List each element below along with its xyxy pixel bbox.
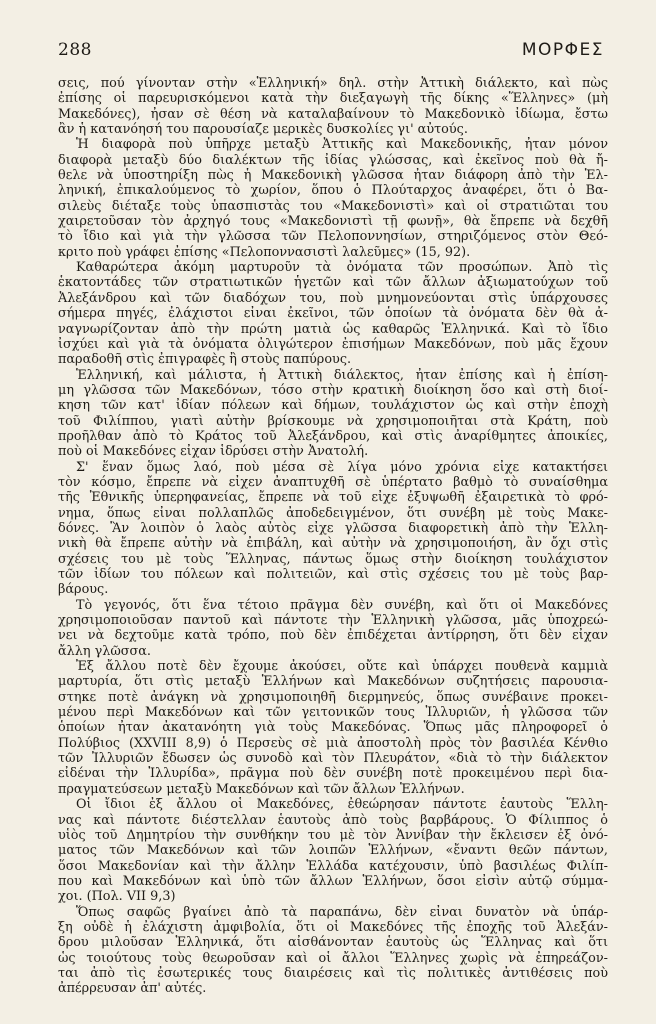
text-line: υἱὸς τοῦ Δημητρίου τὴν συνθήκην του μὲ τὸν Ἀννίβαν τὴν ἔκλεισεν ἐξ ὀνό- — [58, 827, 608, 843]
text-line: ὁποίων ἦταν ἀκατανόητη γιὰ τοὺς Μακεδόνας. Ὅπως μᾶς πληροφορεῖ ὁ — [58, 720, 608, 736]
text-line: νημα, ὅπως εἶναι πολλαπλῶς ἀποδεδειγμένον, ὅτι συνέβη μὲ τοὺς Μακε- — [58, 505, 608, 521]
text-line: Τὸ γεγονός, ὅτι ἕνα τέτοιο πρᾶγμα δὲν συνέβη, καὶ ὅτι οἱ Μακεδόνες — [76, 597, 608, 613]
text-line: ἀπέρρευσαν ἀπ' αὐτές. — [58, 981, 207, 997]
text-line: Ἐξ ἄλλου ποτὲ δὲν ἔχουμε ἀκούσει, οὔτε καὶ ὑπάρχει πουθενὰ καμμιὰ — [76, 659, 608, 675]
text-line: Ἀλεξάνδρου καὶ τῶν διαδόχων του, ποὺ μνημονεύονται στὶς ὑπάρχουσες — [58, 290, 608, 306]
text-line: τοῦ Φιλίππου, γιατὶ αὐτὴν βρίσκουμε νὰ χρησιμοποιῆται στὰ Κράτη, ποὺ — [58, 413, 608, 429]
text-line: νει νὰ δεχτοῦμε κατὰ τρόπο, ποὺ δὲν ἐπιδέχεται ἀντίρρηση, ὅτι δὲν εἶχαν — [58, 628, 608, 644]
text-line: ξη οὐδὲ ἡ ἐλάχιστη ἀμφιβολία, ὅτι οἱ Μακεδόνες τῆς ἐποχῆς τοῦ Ἀλεξάν- — [58, 919, 608, 935]
text-line: νικὴ θὰ ἔπρεπε αὐτὴν νὰ ἐπιβάλη, καὶ αὐτὴν νὰ χρησιμοποιήση, ἂν ὄχι στὶς — [58, 536, 608, 552]
text-line: Πολύβιος (XXVIII 8,9) ὁ Περσεὺς σὲ μιὰ ἀποστολὴ πρὸς τὸν βασιλέα Κένθιο — [58, 735, 608, 751]
text-line: ναγνωρίζονταν ἀπὸ τὴν πρώτη ματιὰ ὡς καθαρῶς Ἑλληνικά. Καὶ τὸ ἴδιο — [58, 321, 608, 337]
text-line: σιλεὺς διέταξε τοὺς ὑπασπιστὰς του «Μακεδονιστὶ» καὶ οἱ στρατιῶται του — [58, 198, 608, 214]
text-line: προῆλθαν ἀπὸ τὸ Κράτος τοῦ Ἀλεξάνδρου, καὶ στὶς ἀναρίθμητες ἀποικίες, — [58, 428, 608, 444]
text-line: βάρους. — [58, 582, 109, 598]
running-title: ΜΟΡΦΕΣ — [521, 40, 604, 60]
text-line: δόνες. Ἂν λοιπὸν ὁ λαὸς αὐτὸς εἶχε γλῶσσα διαφορετικὴ ἀπὸ τὴν Ἑλλη- — [58, 520, 608, 536]
text-line: ὡς τοιούτους τοὺς θεωροῦσαν καὶ οἱ ἄλλοι Ἕλληνες χωρὶς νὰ ἐπηρεάζον- — [58, 950, 608, 966]
text-line: ληνική, ἐπικαλούμενος τὸ χωρίον, ὅπου ὁ Πλούταρχος ἀναφέρει, ὅτι ὁ Βα- — [58, 183, 608, 199]
text-line: στηκε ποτὲ ἀνάγκη νὰ χρησιμοποιηθῆ διερμηνεύς, ὅπως συνέβαινε προκει- — [58, 689, 608, 705]
text-line: χοι. (Πολ. VII 9,3) — [58, 889, 176, 905]
text-line: σχέσεις του μὲ τοὺς Ἕλληνας, πάντως ὅμως στὴν διοίκηση τουλάχιστον — [58, 551, 608, 567]
text-line: τῶν Ἰλλυριῶν ἔδωσεν ὡς συνοδὸ καὶ τὸν Πλευράτον, «διὰ τὸ τὴν διάλεκτον — [58, 751, 608, 767]
text-line: ἄλλη γλῶσσα. — [58, 643, 151, 659]
body-text — [58, 76, 608, 997]
text-line: ἐπίσης οἱ παρευρισκόμενοι κατὰ τὴν διεξαγωγὴ τῆς δίκης «Ἕλληνες» (μὴ — [58, 91, 608, 107]
text-line: διαφορὰ μεταξὺ δύο διαλέκτων τῆς ἰδίας γλώσσας, καὶ ἐκεῖνος ποὺ θὰ ἤ- — [58, 152, 608, 168]
text-line: ματος τῶν Μακεδόνων καὶ τῶν λοιπῶν Ἑλλήνων, «ἔναντι θεῶν πάντων, — [58, 843, 608, 859]
text-line: Μακεδόνες), ἦσαν σὲ θέση νὰ καταλαβαίνουν τὸ Μακεδονικὸ ἰδίωμα, ἔστω — [58, 106, 608, 122]
text-line: Ἡ διαφορὰ ποὺ ὑπῆρχε μεταξὺ Ἀττικῆς καὶ Μακεδονικῆς, ἦταν μόνον — [76, 137, 608, 153]
text-line: κριτο ποὺ γράφει ἐπίσης «Πελοποννασιστὶ λαλεῦμες» (15, 92). — [58, 244, 471, 260]
text-line: μαρτυρία, ὅτι στὶς μεταξὺ Ἑλλήνων καὶ Μακεδόνων συζητήσεις παρουσια- — [58, 674, 608, 690]
text-line: ται ἀπὸ τὶς ἐσωτερικές τους διαιρέσεις καὶ τὶς πολιτικὲς ἀντιθέσεις ποὺ — [58, 965, 608, 981]
text-line: τὸν κόσμο, ἔπρεπε νὰ εἶχεν ἀναπτυχθῆ σὲ ὑπέρτατο βαθμὸ τὸ συναίσθημα — [58, 474, 608, 490]
text-line: σήμερα πηγές, ἐλάχιστοι εἶναι ἐκεῖνοι, τῶν ὁποίων τὰ ὀνόματα δὲν θὰ ἀ- — [58, 306, 608, 322]
text-line: τῆς Ἐθνικῆς ὑπερηφανείας, ἔπρεπε νὰ τοῦ εἶχε ἐξυψωθῆ ἐξαιρετικὰ τὸ φρό- — [58, 490, 608, 506]
text-line: ἰσχύει καὶ γιὰ τὰ ὀνόματα ὀλιγώτερον ἐπισήμων Μακεδόνων, ποὺ μᾶς ἔχουν — [58, 336, 608, 352]
text-line: χρησιμοποιοῦσαν παντοῦ καὶ πάντοτε τὴν Ἑλληνικὴ γλῶσσα, μᾶς ὑποχρεώ- — [58, 613, 608, 629]
text-line: τῶν ἰδίων του πόλεων καὶ πολιτειῶν, καὶ στὶς σχέσεις του μὲ τοὺς βαρ- — [58, 567, 608, 582]
text-line: μη γλῶσσα τῶν Μακεδόνων, τόσο στὴν κρατικὴ διοίκηση ὅσο καὶ στὴ διοί- — [58, 382, 608, 398]
text-line: χαιρετοῦσαν τὸν ἀρχηγό τους «Μακεδονιστὶ τῇ φωνῇ», θὰ ἔπρεπε νὰ δεχθῆ — [58, 214, 608, 230]
text-line: σεις, πού γίνονταν στὴν «Ἑλληνική» δηλ. στὴν Ἀττικὴ διάλεκτο, καὶ πὼς — [58, 76, 608, 91]
text-line: μένου περὶ Μακεδόνων καὶ τῶν γειτονικῶν τους Ἰλλυριῶν, ἡ γλῶσσα τῶν — [58, 705, 608, 721]
text-line: εἰδέναι τὴν Ἰλλυρίδα», πρᾶγμα ποὺ δὲν συνέβη ποτὲ προκειμένου περὶ δια- — [58, 766, 608, 782]
page-number: 288 — [58, 40, 92, 60]
text-line: παραδοθῆ στὶς ἐπιγραφὲς ἢ στοὺς παπύρους. — [58, 352, 352, 368]
text-line: ἑκατοντάδες τῶν στρατιωτικῶν ἡγετῶν καὶ τῶν ἄλλων ἀξιωματούχων τοῦ — [58, 275, 608, 291]
text-line: Καθαρώτερα ἀκόμη μαρτυροῦν τὰ ὀνόματα τῶν προσώπων. Ἀπὸ τὶς — [76, 260, 608, 276]
text-line: δρου μιλοῦσαν Ἑλληνικά, ὅτι αἰσθάνονταν ἑαυτοὺς ὡς Ἕλληνας καὶ ὅτι — [58, 935, 608, 951]
text-line: Ἑλληνική, καὶ μάλιστα, ἡ Ἀττικὴ διάλεκτος, ἦταν ἐπίσης καὶ ἡ ἐπίση- — [76, 367, 608, 383]
text-line: ἂν ἡ κατανόησή του παρουσίαζε μερικὲς δυσκολίες γι' αὐτούς. — [58, 122, 468, 138]
text-line: ποὺ οἱ Μακεδόνες εἶχαν ἱδρύσει στὴν Ἀνατολή. — [58, 444, 369, 460]
text-line: τὸ ἴδιο καὶ γιὰ τὴν γλῶσσα τῶν Πελοποννησίων, στηριζόμενος στὸν Θεό- — [58, 229, 608, 245]
text-line: Ὅπως σαφῶς βγαίνει ἀπὸ τὰ παραπάνω, δὲν εἶναι δυνατὸν νὰ ὑπάρ- — [76, 904, 608, 920]
text-line: Σ' ἕναν ὅμως λαό, ποὺ μέσα σὲ λίγα μόνο χρόνια εἶχε κατακτήσει — [76, 459, 608, 475]
text-line: θελε νὰ ὑποστηρίξη πὼς ἡ Μακεδονικὴ γλῶσσα ἦταν διάφορη ἀπὸ τὴν Ἑλ- — [58, 168, 608, 184]
text-line: κηση τῶν κατ' ἰδίαν πόλεων καὶ δήμων, τουλάχιστον ὡς καὶ στὴν ἐποχὴ — [58, 398, 608, 414]
text-line: που καὶ Μακεδόνων καὶ ὑπὸ τῶν ἄλλων Ἑλλήνων, ὅσοι εἰσὶν αὐτῷ σύμμα- — [58, 873, 608, 889]
text-line: ὅσοι Μακεδονίαν καὶ τὴν ἄλλην Ἑλλάδα κατέχουσιν, ὑπὸ βασιλέως Φιλίπ- — [58, 858, 608, 874]
text-line: νας καὶ πάντοτε διέστελλαν ἑαυτοὺς ἀπὸ τοὺς βαρβάρους. Ὁ Φίλιππος ὁ — [58, 812, 608, 828]
text-line: πραγματεύσεων μεταξὺ Μακεδόνων καὶ τῶν ἄλλων Ἑλλήνων. — [58, 781, 465, 797]
page-header — [58, 40, 604, 64]
text-line: Οἱ ἴδιοι ἐξ ἄλλου οἱ Μακεδόνες, ἐθεώρησαν πάντοτε ἑαυτοὺς Ἕλλη- — [76, 797, 608, 813]
